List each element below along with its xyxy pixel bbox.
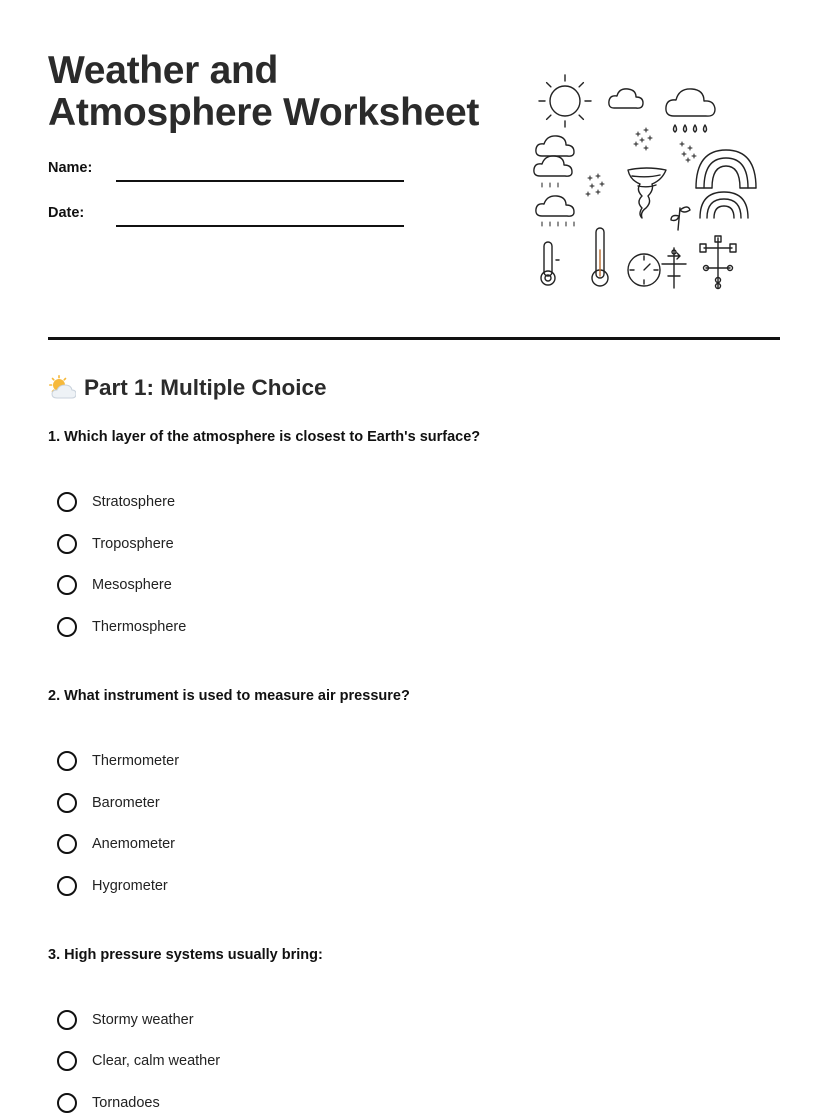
date-label: Date:	[48, 205, 85, 221]
sun-behind-cloud-icon	[48, 375, 76, 401]
question-2: 2. What instrument is used to measure air pressure?	[48, 688, 410, 704]
option-label: Anemometer	[92, 836, 176, 852]
q3-option-2[interactable]	[57, 1051, 220, 1071]
option-label: Thermosphere	[92, 619, 187, 635]
radio-button[interactable]	[57, 834, 77, 854]
part1-heading	[48, 372, 327, 404]
option-label: Stratosphere	[92, 494, 176, 510]
radio-button[interactable]	[57, 1051, 77, 1071]
q3-option-3[interactable]	[57, 1093, 160, 1113]
option-label: Clear, calm weather	[92, 1053, 221, 1069]
radio-button[interactable]	[57, 751, 77, 771]
q3-option-1[interactable]	[57, 1010, 194, 1030]
title-line-1: Weather and	[48, 49, 279, 92]
option-label: Mesosphere	[92, 577, 172, 593]
q2-option-1[interactable]	[57, 751, 179, 771]
weather-clipart-icon	[528, 70, 764, 292]
worksheet-title	[48, 50, 479, 134]
question-3: 3. High pressure systems usually bring:	[48, 947, 323, 963]
title-line-2: Atmosphere Worksheet	[48, 91, 480, 134]
option-label: Troposphere	[92, 536, 174, 552]
question-1: 1. Which layer of the atmosphere is closest to Earth's surface?	[48, 429, 481, 445]
name-label: Name:	[48, 160, 93, 176]
part1-heading-text: Part 1: Multiple Choice	[84, 375, 327, 400]
option-label: Tornadoes	[92, 1095, 160, 1111]
radio-button[interactable]	[57, 876, 77, 896]
q2-option-4[interactable]	[57, 876, 168, 896]
option-label: Hygrometer	[92, 878, 168, 894]
option-label: Stormy weather	[92, 1012, 194, 1028]
option-label: Barometer	[92, 795, 160, 811]
date-write-line[interactable]	[116, 225, 404, 227]
radio-button[interactable]	[57, 575, 77, 595]
q1-option-3[interactable]	[57, 575, 172, 595]
radio-button[interactable]	[57, 534, 77, 554]
radio-button[interactable]	[57, 1010, 77, 1030]
radio-button[interactable]	[57, 492, 77, 512]
option-label: Thermometer	[92, 753, 180, 769]
q1-option-2[interactable]	[57, 534, 174, 554]
section-divider	[48, 337, 780, 340]
q2-option-2[interactable]	[57, 793, 160, 813]
radio-button[interactable]	[57, 617, 77, 637]
radio-button[interactable]	[57, 793, 77, 813]
radio-button[interactable]	[57, 1093, 77, 1113]
q2-option-3[interactable]	[57, 834, 175, 854]
name-write-line[interactable]	[116, 180, 404, 182]
q1-option-4[interactable]	[57, 617, 186, 637]
q1-option-1[interactable]	[57, 492, 175, 512]
